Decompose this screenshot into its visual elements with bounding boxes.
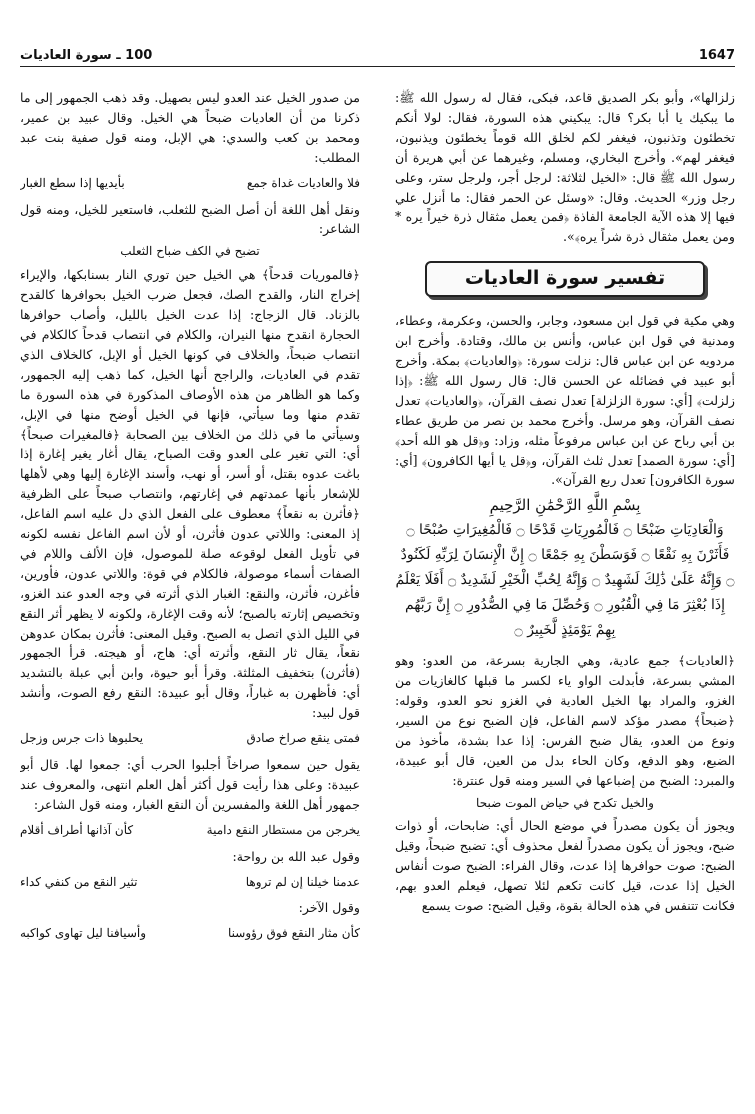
paragraph: ﴿فالموريات قدحاً﴾ هي الخيل حين توري النار بسنابكها، والإيراء إخراج النار، والقدح الصك، فجعل ضرب الخيل بحوافرها كالقدح بالزناد. قال الزجاج: إذا عدت الخيل بالليل، وأصاب حوافرها الحجارة انقدح منها النيران، والكلام في انتصاب قدحاً كالكلام في انتصاب ضبحاً، والخلاف في كونها الخيل أو الإبل، كالخلاف الذي تقدم في العاديات، والراجح أنها الخيل، كما ذهب إليه الجمهور، وكما هو الظاهر من هذه الأوصاف المذكورة في هذه السورة ما تقدم منها وما سيأتي، فإنها في الخيل أوضح منها في الإبل، وسيأتي ما في ذلك من الخلاف بين الصحابة ﴿فالمغيرات صبحاً﴾ أي: التي تغير على العدو وقت الصباح، يقال أغار يغير إغارة إذا باغت عدوه بقتل، أو أسر، أو نهب، وأسند الإغارة إليها وهي لأهلها للإشعار بأنها عمدتهم في إغارتهم، وانتصاب صبحاً على الظرفية ﴿فأثرن به نقعاً﴾ معطوف على الفعل الذي دل عليه اسم الفاعل، إذ المعنى: واللاتي عدون فأثرن، أو لأن اسم الفاعل نفسه لكونه في تأويل الفعل لوقوعه صلة للموصول، فإن الألف واللام في الصفات أسماء موصولة، فالكلام في قوة: واللاتي عدون، فأورين، فأغرن، فأثرن، والنقع: الغبار الذي أثرته في وجه العدو عند الغزو، وتخصيص إثارته بالصبح؛ لأنه وقت الإغارة، ولكونه لا يظهر أثر النقع في الليل الذي اتصل به الصبح. وقيل المعنى: فأثرن بمكان عدوهن نقعاً، يقال ثار النقع، وأثرته أي: هاج، أو هيجته. قرأ الجمهور (فأثرن) بتخفيف المثلثة. وقرأ أبو حيوة، وابن أبي عبلة بالتشديد أي: فأظهرن به غباراً، وقال أبو عبيدة: النقع رفع الصوت، وأنشد قول لبيد: [20,267,360,721]
page-number: 1647 [698,48,735,63]
verse-hemistich: يخرجن من مستطار النقع دامية [206,822,360,837]
verse-hemistich: كأن مثار النقع فوق رؤوسنا [228,926,360,941]
poetry-verse [20,174,360,194]
poetry-verse: والخيل تكدح في حياض الموت ضبحا [476,795,654,810]
verse-hemistich: بأيديها إذا سطع الغبار [20,175,125,190]
quran-text: وَالْعَادِيَاتِ ضَبْحًا ۝ فَالْمُورِيَاتِ قَدْحًا ۝ فَالْمُغِيرَاتِ صُبْحًا ۝ فَأَثَرْنَ بِهِ نَقْعًا ۝ فَوَسَطْنَ بِهِ جَمْعًا ۝ إِنَّ الْإِنسَانَ لِرَبِّهِ لَكَنُودٌ ۝ وَإِنَّهُ عَلَىٰ ذَٰلِكَ لَشَهِيدٌ ۝ وَإِنَّهُ لِحُبِّ الْخَيْرِ لَشَدِيدٌ ۝ أَفَلَا يَعْلَمُ إِذَا بُعْثِرَ مَا فِي الْقُبُورِ ۝ وَحُصِّلَ مَا فِي الصُّدُورِ ۝ إِنَّ رَبَّهُم بِهِمْ يَوْمَئِذٍ لَّخَبِيرٌ ۝ [395,522,735,639]
paragraph: وهي مكية في قول ابن مسعود، وجابر، والحسن، وعكرمة، وعطاء، ومدنية في قول ابن عباس، وأنس بن مالك، وقتادة. وأخرج ابن مردويه عن ابن عباس قال: نزلت سورة: ﴿والعاديات﴾ بمكة. وأخرج أبو عبيد في فضائله عن الحسن قال: قال رسول الله ﷺ: ﴿إذا زلزلت﴾ [أي: سورة الزلزلة] تعدل نصف القرآن، ﴿والعاديات﴾ تعدل نصف القرآن، وهو مرسل. وأخرج محمد بن نصر من طريق عطاء بن أبي رباح عن ابن عباس مرفوعاً مثله، وزاد: و﴿قل هو الله أحد﴾ [أي: سورة الصمد] تعدل ثلث القرآن، و﴿قل يا أيها الكافرون﴾ [أي: سورة الكافرون] تعدل ربع القرآن». [395,313,735,488]
verse-hemistich: كأن آذانها أطراف أقلام [20,822,134,837]
verse-hemistich: تثير النقع من كنفي كداء [20,874,138,889]
poetry-verse [20,873,360,893]
poetry-verse [20,924,360,944]
right-column [395,88,735,1084]
page-header [20,48,735,68]
verse-hemistich: فلا والعاديات غداة جمع [246,175,360,190]
paragraph: زلزالها»، وأبو بكر الصديق قاعد، فبكى، فقال له رسول الله ﷺ: ما يبكيك يا أبا بكر؟ قال: يبكيني هذه السورة، فقال: لولا أنكم تخطئون وتذنبون، فيغفر لكم لخلق الله قوماً يخطئون ويذنبون، فيغفر لهم». وأخرج البخاري، ومسلم، وغيرهما عن أبي هريرة أن رسول الله ﷺ قال: «الخيل لثلاثة: لرجل أجر، ولرجل ستر، وعلى رجل وزر» الحديث. وقال: «وسئل عن الحمر فقال: ما أنزل علي فيها إلا هذه الآية الجامعة الفاذة ﴿فمن يعمل مثقال ذرة خيراً يره * ومن يعمل مثقال ذرة شراً يره﴾». [395,90,735,245]
paragraph: يقول حين سمعوا صراخاً أجلبوا الحرب أي: جمعوا لها. قال أبو عبيدة: وعلى هذا رأيت قول أكثر أهل العلم انتهى، والمعروف عند جمهور أهل اللغة والمفسرين أن النقع الغبار، ومنه قول الشاعر: [20,757,360,812]
header-rule [20,66,735,67]
paragraph: ﴿العاديات﴾ جمع عادية، وهي الجارية بسرعة، من العدو: وهو المشي بسرعة، فأبدلت الواو ياء لكسر ما قبلها كالغازيات من الغزو، والمراد بها الخيل العادية في الغزو نحو العدو، وقوله: ﴿ضبحاً﴾ مصدر مؤكد لاسم الفاعل، فإن الضبح نوع من السير، ونوع من العدو، يقال ضبح الفرس: إذا عدا بشدة، مأخوذ من الضبع، وهو الدفع، وكان الحاء بدل من العين، قال أبو عبيدة، والمبرد: الضبح من إضباعها في السير ومنه قول عنترة: [395,653,735,788]
poetry-verse [20,729,360,749]
paragraph: وقول عبد الله بن رواحة: [232,848,360,864]
poetry-verse [20,821,360,841]
basmala: بِسْمِ اللَّهِ الرَّحْمَٰنِ الرَّحِيمِ [489,496,641,515]
verse-hemistich: يحلبوها ذات جرس وزجل [20,731,144,746]
verse-hemistich: فمتى ينقع صراخ صادق [246,731,360,746]
left-column [20,88,360,1084]
running-title: 100 ـ سورة العاديات [20,48,153,63]
section-title-box: تفسير سورة العاديات [425,261,705,297]
verse-hemistich: عدمنا خيلنا إن لم تروها [245,874,360,889]
verse-hemistich: وأسيافنا ليل تهاوى كواكبه [20,926,147,941]
poetry-verse: تضبح في الكف ضباح الثعلب [120,244,260,259]
paragraph: وقول الآخر: [298,900,360,916]
paragraph: ونقل أهل اللغة أن أصل الضبح للثعلب، فاستعير للخيل، ومنه قول الشاعر: [20,201,360,237]
paragraph: من صدور الخيل عند العدو ليس بصهيل. وقد ذهب الجمهور إلى ما ذكرنا من أن العاديات ضبحاً هي الخيل. وقال عبيد بن عمير، ومحمد بن كعب والسدي: هي الإبل، ومنه قول صفية بنت عبد المطلب: [20,90,360,165]
paragraph: ويجوز أن يكون مصدراً في موضع الحال أي: ضابحات، أو ذوات ضبح، ويجوز أن يكون مصدراً لفعل محذوف أي: تضبح ضبحاً، وقيل الضبح: صوت حوافرها إذا عدت، وقال الفراء: الضبح صوت أنفاس الخيل إذا عدت، قيل كانت تكعم لئلا تصهل، فيعلم العدو بهم، فكانت تتنفس في هذه الحالة بقوة، وقيل الضبح: صوت يسمع [395,818,735,914]
